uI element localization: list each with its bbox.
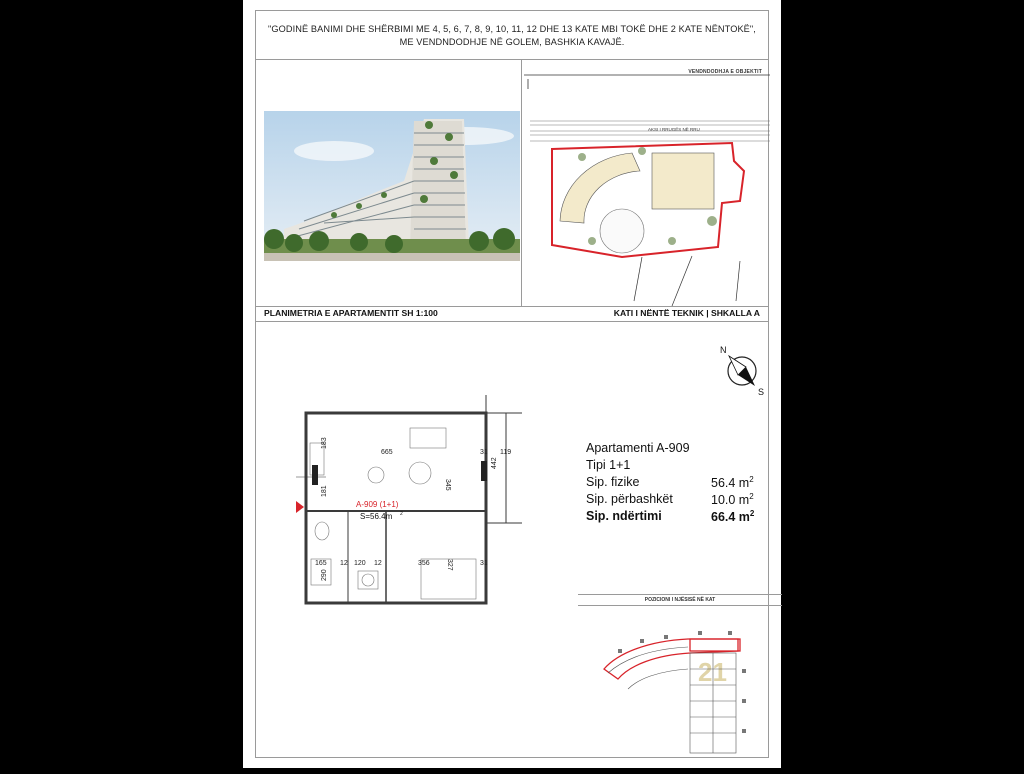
dim-290: 290 — [321, 569, 328, 581]
dim-120: 120 — [354, 560, 366, 567]
dim-31b: 31 — [480, 560, 488, 567]
divider-middle-2 — [256, 321, 768, 322]
dim-12b: 12 — [374, 560, 382, 567]
dim-12a: 12 — [340, 560, 348, 567]
apartment-type-row — [586, 458, 776, 475]
compass-south: S — [758, 387, 765, 397]
dim-183: 183 — [321, 437, 328, 449]
area-value: 10.0 $m^2$ — [711, 492, 754, 508]
project-title-line1: "GODINË BANIMI DHE SHËRBIMI ME 4, 5, 6, 7, 8, 9, 10, 11, 12 DHE 13 KATE MBI TOKË DHE 2 KATE NËNTOKË", — [268, 24, 756, 34]
area-label: Sip. ndërtimi — [586, 509, 662, 523]
site-location-plan — [522, 61, 770, 306]
road-label: AKSI I RRUGËS NË RRU — [648, 127, 700, 132]
area-row-physical — [586, 475, 776, 492]
dim-327: 327 — [446, 559, 453, 571]
area-value: 56.4 $m^2$ — [711, 475, 754, 491]
compass-north: N — [720, 345, 727, 355]
area-tag: S=56.4m — [360, 512, 393, 521]
area-label: Sip. fizike — [586, 475, 640, 489]
dim-31a: 31 — [480, 449, 488, 456]
document-sheet — [243, 0, 781, 768]
site-plan-heading: VENDNDODHJA E OBJEKTIT — [688, 69, 762, 75]
sheet-frame — [255, 10, 769, 758]
unit-tag: A-909 (1+1) — [356, 500, 399, 509]
dim-442: 442 — [491, 457, 498, 469]
apartment-name: Apartamenti A-909 — [586, 441, 690, 455]
floor-key-plan — [578, 609, 788, 769]
floor-section-title: KATI I NËNTË TEKNIK | SHKALLA A — [613, 308, 760, 318]
position-heading: POZICIONI I NJËSISË NË KAT — [578, 594, 782, 606]
apartment-type: Tipi 1+1 — [586, 458, 631, 472]
plan-section-title: PLANIMETRIA E APARTAMENTIT SH 1:100 — [264, 308, 438, 318]
project-title-line2: ME VENDNDODHJE NË GOLEM, BASHKIA KAVAJË. — [399, 37, 625, 47]
dim-345: 345 — [444, 479, 451, 491]
area-row-common — [586, 492, 776, 509]
apartment-floor-plan — [296, 383, 556, 623]
area-value: 66.4 $m^2$ — [711, 509, 755, 525]
divider-top — [256, 59, 768, 60]
project-title — [256, 23, 768, 49]
dim-119: 119 — [500, 449, 512, 456]
dim-665: 665 — [381, 449, 393, 456]
north-arrow-icon — [716, 343, 772, 403]
building-render-image — [264, 111, 520, 261]
apartment-name-row — [586, 441, 776, 458]
apartment-info — [586, 441, 776, 526]
dim-356: 356 — [418, 560, 430, 567]
watermark-text: 21 — [698, 657, 727, 687]
dim-165: 165 — [315, 560, 327, 567]
area-row-construction — [586, 509, 776, 526]
area-label: Sip. përbashkët — [586, 492, 673, 506]
divider-middle — [256, 306, 768, 307]
area-tag-sup: 2 — [400, 511, 403, 517]
dim-181: 181 — [321, 485, 328, 497]
